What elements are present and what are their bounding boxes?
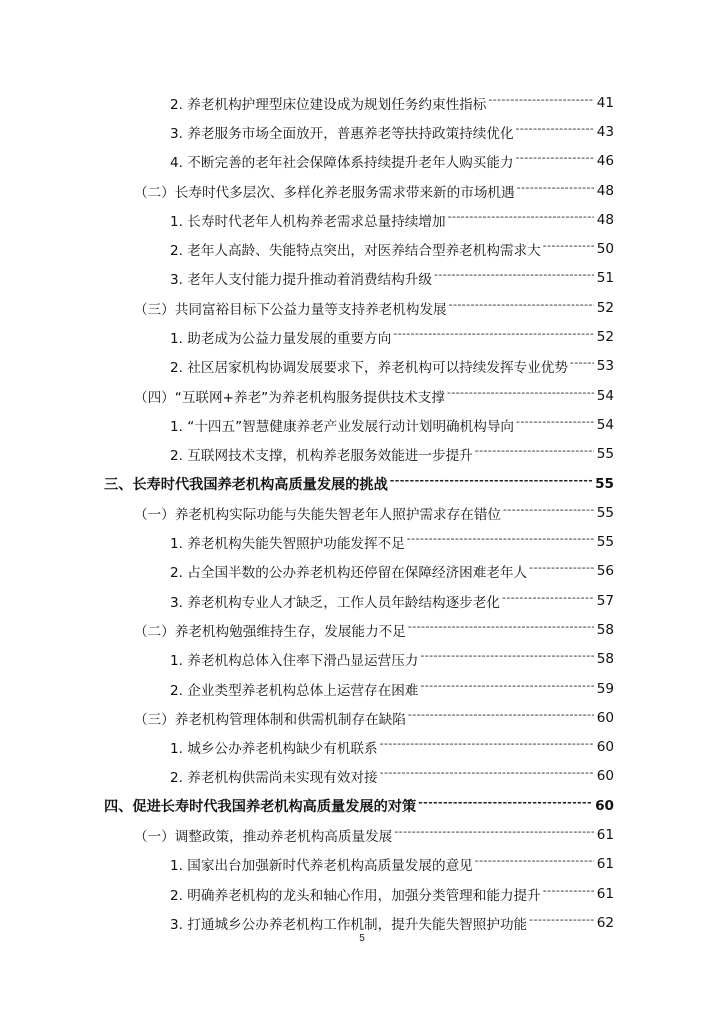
dot-leader — [502, 594, 594, 608]
toc-entry-title: 2. 占全国半数的公办养老机构还停留在保障经济困难老年人 — [170, 561, 528, 581]
toc-entry-title: 四、促进长寿时代我国养老机构高质量发展的对策 — [104, 796, 417, 816]
toc-entry-page: 58 — [596, 621, 614, 638]
toc-entry[interactable] — [134, 703, 614, 732]
toc-entry-title: 2. 社区居家机构协调发展要求下，养老机构可以持续发挥专业优势 — [170, 356, 569, 376]
toc-entry-title: （一）调整政策，推动养老机构高质量发展 — [134, 825, 393, 845]
dot-leader — [488, 96, 593, 110]
toc-entry-page: 51 — [596, 270, 614, 287]
toc-entry-title: 1. 国家出台加强新时代养老机构高质量发展的意见 — [170, 854, 474, 874]
toc-entry-page: 50 — [596, 241, 614, 258]
toc-entry[interactable] — [170, 117, 614, 146]
toc-entry[interactable] — [170, 762, 614, 791]
toc-entry-page: 56 — [596, 563, 614, 580]
toc-entry-page: 55 — [596, 534, 614, 551]
toc-entry[interactable] — [134, 293, 614, 322]
dot-leader — [570, 359, 594, 373]
toc-entry[interactable] — [170, 586, 614, 615]
toc-entry-page: 43 — [596, 123, 614, 140]
toc-entry-page: 62 — [596, 914, 614, 931]
toc-entry-title: （二）养老机构勉强维持生存，发展能力不足 — [134, 620, 407, 640]
toc-entry-page: 61 — [596, 885, 614, 902]
dot-leader — [516, 125, 594, 139]
toc-entry-title: 三、长寿时代我国养老机构高质量发展的挑战 — [104, 474, 389, 494]
toc-entry[interactable] — [170, 733, 614, 762]
toc-entry[interactable] — [170, 205, 614, 234]
toc-entry[interactable] — [134, 498, 614, 527]
dot-leader — [447, 389, 594, 403]
toc-entry-title: 1. 养老机构失能失智照护功能发挥不足 — [170, 532, 406, 552]
toc-entry-title: 3. 养老机构专业人才缺乏，工作人员年龄结构逐步老化 — [170, 591, 501, 611]
dot-leader — [420, 682, 593, 696]
toc-entry-page: 55 — [596, 446, 614, 463]
dot-leader — [543, 887, 594, 901]
toc-entry-title: 3. 老年人支付能力提升推动着消费结构升级 — [170, 268, 433, 288]
dot-leader — [407, 535, 594, 549]
toc-entry-title: 2. 企业类型养老机构总体上运营存在困难 — [170, 679, 419, 699]
toc-entry-title: 1. 长寿时代老年人机构养老需求总量持续增加 — [170, 210, 447, 230]
toc-entry-page: 60 — [595, 797, 614, 814]
toc-entry[interactable] — [170, 674, 614, 703]
dot-leader — [543, 242, 594, 256]
toc-entry-page: 61 — [596, 856, 614, 873]
dot-leader — [529, 916, 594, 930]
toc-entry[interactable] — [170, 879, 614, 908]
toc-entry-page: 53 — [596, 358, 614, 375]
toc-entry-title: （四）“互联网+养老”为养老机构服务提供技术支撑 — [134, 386, 446, 406]
toc-entry-page: 55 — [596, 504, 614, 521]
toc-entry-title: 1. 助老成为公益力量发展的重要方向 — [170, 327, 392, 347]
dot-leader — [475, 857, 594, 871]
toc-entry[interactable] — [134, 176, 614, 205]
dot-leader — [390, 477, 592, 491]
dot-leader — [418, 799, 592, 813]
toc-entry[interactable] — [170, 322, 614, 351]
toc-entry[interactable] — [134, 615, 614, 644]
toc-entry-title: 3. 养老服务市场全面放开，普惠养老等扶持政策持续优化 — [170, 122, 515, 142]
page-number: 5 — [359, 933, 365, 944]
dot-leader — [448, 213, 594, 227]
dot-leader — [516, 418, 594, 432]
dot-leader — [503, 506, 594, 520]
dot-leader — [517, 184, 594, 198]
toc-entry-title: 2. 老年人高龄、失能特点突出，对医养结合型养老机构需求大 — [170, 239, 542, 259]
toc-entry-page: 58 — [596, 651, 614, 668]
dot-leader — [394, 828, 593, 842]
toc-entry[interactable] — [170, 440, 614, 469]
toc-entry-title: （三）养老机构管理体制和供需机制存在缺陷 — [134, 708, 407, 728]
toc-entry-title: 2. 明确养老机构的龙头和轴心作用，加强分类管理和能力提升 — [170, 884, 542, 904]
dot-leader — [420, 652, 593, 666]
toc-entry[interactable] — [170, 557, 614, 586]
toc-entry[interactable] — [134, 820, 614, 849]
toc-entry[interactable] — [170, 234, 614, 263]
toc-entry-page: 60 — [596, 739, 614, 756]
toc-entry[interactable] — [104, 791, 614, 820]
toc-entry-page: 54 — [596, 387, 614, 404]
toc-entry-title: （一）养老机构实际功能与失能失智老年人照护需求存在错位 — [134, 503, 502, 523]
toc-entry-page: 55 — [595, 475, 614, 492]
toc-entry-title: 2. 养老机构护理型床位建设成为规划任务约束性指标 — [170, 93, 487, 113]
toc-entry-page: 41 — [596, 94, 614, 111]
dot-leader — [408, 623, 594, 637]
dot-leader — [408, 711, 594, 725]
toc-entry[interactable] — [170, 147, 614, 176]
toc-entry-title: （三）共同富裕目标下公益力量等支持养老机构发展 — [134, 298, 448, 318]
toc-entry[interactable] — [170, 527, 614, 556]
toc-entry-page: 57 — [596, 592, 614, 609]
dot-leader — [529, 564, 594, 578]
toc-entry[interactable] — [170, 352, 614, 381]
toc-entry-page: 48 — [596, 182, 614, 199]
toc-entry-title: 2. 养老机构供需尚未实现有效对接 — [170, 766, 379, 786]
dot-leader — [380, 769, 594, 783]
toc-entry-page: 54 — [596, 416, 614, 433]
toc-entry-title: 1. “十四五”智慧健康养老产业发展行动计划明确机构导向 — [170, 415, 515, 435]
toc-entry-page: 60 — [596, 768, 614, 785]
toc-entry[interactable] — [104, 469, 614, 498]
dot-leader — [516, 154, 594, 168]
toc-entry-page: 60 — [596, 709, 614, 726]
dot-leader — [380, 740, 594, 754]
toc-entry-title: 3. 打通城乡公办养老机构工作机制，提升失能失智照护功能 — [170, 913, 528, 933]
toc-entry-page: 52 — [596, 329, 614, 346]
toc-entry-title: 4. 不断完善的老年社会保障体系持续提升老年人购买能力 — [170, 151, 515, 171]
toc-entry[interactable] — [170, 645, 614, 674]
toc-entry-title: （二）长寿时代多层次、多样化养老服务需求带来新的市场机遇 — [134, 181, 516, 201]
toc-entry-page: 59 — [596, 680, 614, 697]
dot-leader — [393, 330, 593, 344]
toc-entry[interactable] — [170, 88, 614, 117]
toc-entry[interactable] — [170, 264, 614, 293]
toc-entry[interactable] — [170, 410, 614, 439]
dot-leader — [434, 271, 594, 285]
toc-entry-page: 61 — [596, 827, 614, 844]
dot-leader — [475, 447, 594, 461]
toc-entry-title: 1. 养老机构总体入住率下滑凸显运营压力 — [170, 649, 419, 669]
table-of-contents — [0, 88, 724, 938]
toc-entry-title: 2. 互联网技术支撑，机构养老服务效能进一步提升 — [170, 444, 474, 464]
toc-entry-title: 1. 城乡公办养老机构缺少有机联系 — [170, 737, 379, 757]
toc-entry-page: 52 — [596, 299, 614, 316]
toc-entry-page: 46 — [596, 153, 614, 170]
toc-entry-page: 48 — [596, 211, 614, 228]
dot-leader — [449, 301, 594, 315]
toc-entry[interactable] — [134, 381, 614, 410]
toc-entry[interactable] — [170, 850, 614, 879]
